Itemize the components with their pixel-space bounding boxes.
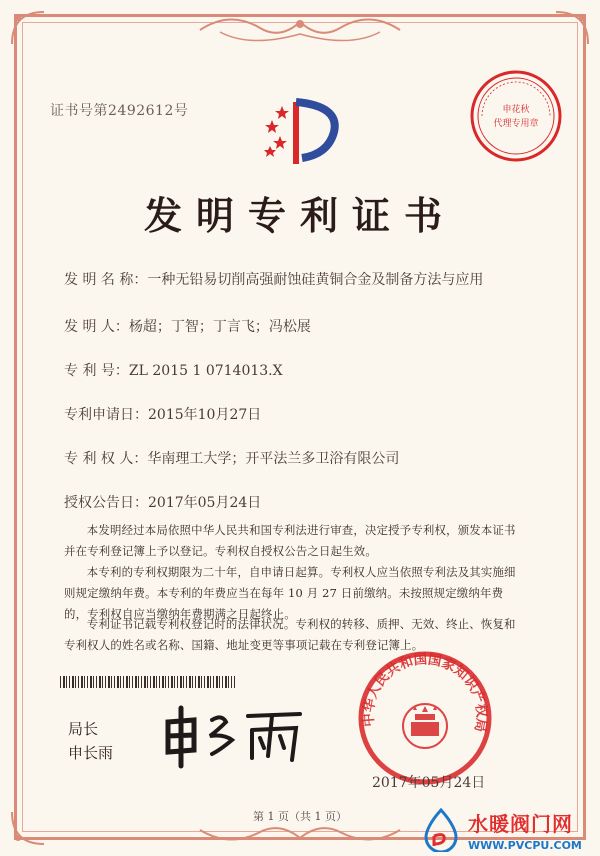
svg-text:代理专用章: 代理专用章 <box>493 119 539 129</box>
svg-text:申花秋: 申花秋 <box>502 105 530 115</box>
patent-office-logo-icon <box>258 92 348 172</box>
field-label: 专 利 权 人： <box>64 451 148 467</box>
field-value: 2017年05月24日 <box>148 495 262 511</box>
corner-ornament <box>552 8 592 48</box>
field-label: 专利申请日： <box>64 407 148 423</box>
paragraph-register: 专利证书记载专利权登记时的法律状况。专利权的转移、质押、无效、终止、恢复和专利权人的姓名或名称、国籍、地址变更等事项记载在专利登记簿上。 <box>64 617 516 652</box>
watermark <box>468 808 582 852</box>
field-value: 华南理工大学；开平法兰多卫浴有限公司 <box>147 451 400 467</box>
signatory-name: 申长雨 <box>68 744 114 762</box>
paragraph-grant: 本发明经过本局依照中华人民共和国专利法进行审查，决定授予专利权，颁发本证书并在专利登记簿上予以登记。专利权自授权公告之日起生效。 <box>64 523 516 558</box>
paragraph-term: 本专利的专利权期限为二十年，自申请日起算。专利权人应当依照专利法及其实施细则规定缴纳年费。本专利的年费应当在每年 10 月 27 日前缴纳。未按照规定缴纳年费的，专利权自应当缴纳年费期满之日起终止。 <box>64 565 516 621</box>
field-label: 发 明 名 称： <box>64 272 148 288</box>
field-label: 专 利 号： <box>64 363 129 379</box>
field-value: 2015年10月27日 <box>148 407 262 423</box>
official-seal <box>355 648 495 788</box>
page-number: 第 1 页（共 1 页） <box>253 810 347 823</box>
certificate-title: 发明专利证书 <box>143 193 456 238</box>
field-inventors <box>64 316 311 336</box>
agent-stamp <box>468 68 564 164</box>
field-invention-name <box>64 269 483 289</box>
field-label: 发 明 人： <box>64 319 129 335</box>
field-patentee <box>64 448 399 468</box>
field-value: 杨超；丁智；丁言飞；冯松展 <box>128 319 311 335</box>
svg-text:中华人民共和国国家知识产权局: 中华人民共和国国家知识产权局 <box>360 651 490 734</box>
stamp-date: 2017年05月24日 <box>372 775 486 791</box>
corner-ornament <box>8 8 48 48</box>
handwritten-signature <box>160 700 310 770</box>
field-value: 一种无铅易切削高强耐蚀硅黄铜合金及制备方法与应用 <box>147 272 484 288</box>
watermark-url: WWW.PVCPU.COM <box>468 839 582 852</box>
field-patent-number <box>64 360 283 380</box>
barcode <box>60 676 235 688</box>
field-application-date <box>64 404 261 424</box>
signatory-title: 局长 <box>68 720 99 738</box>
watermark-logo-icon <box>418 806 464 852</box>
field-label: 授权公告日： <box>64 495 148 511</box>
field-grant-date <box>64 492 261 512</box>
field-value: ZL 2015 1 0714013.X <box>128 363 283 379</box>
watermark-title: 水暖阀门网 <box>468 812 573 836</box>
bottom-ornament <box>190 820 410 850</box>
top-ornament <box>190 10 410 50</box>
certificate-number: 证书号第2492612号 <box>50 103 189 119</box>
